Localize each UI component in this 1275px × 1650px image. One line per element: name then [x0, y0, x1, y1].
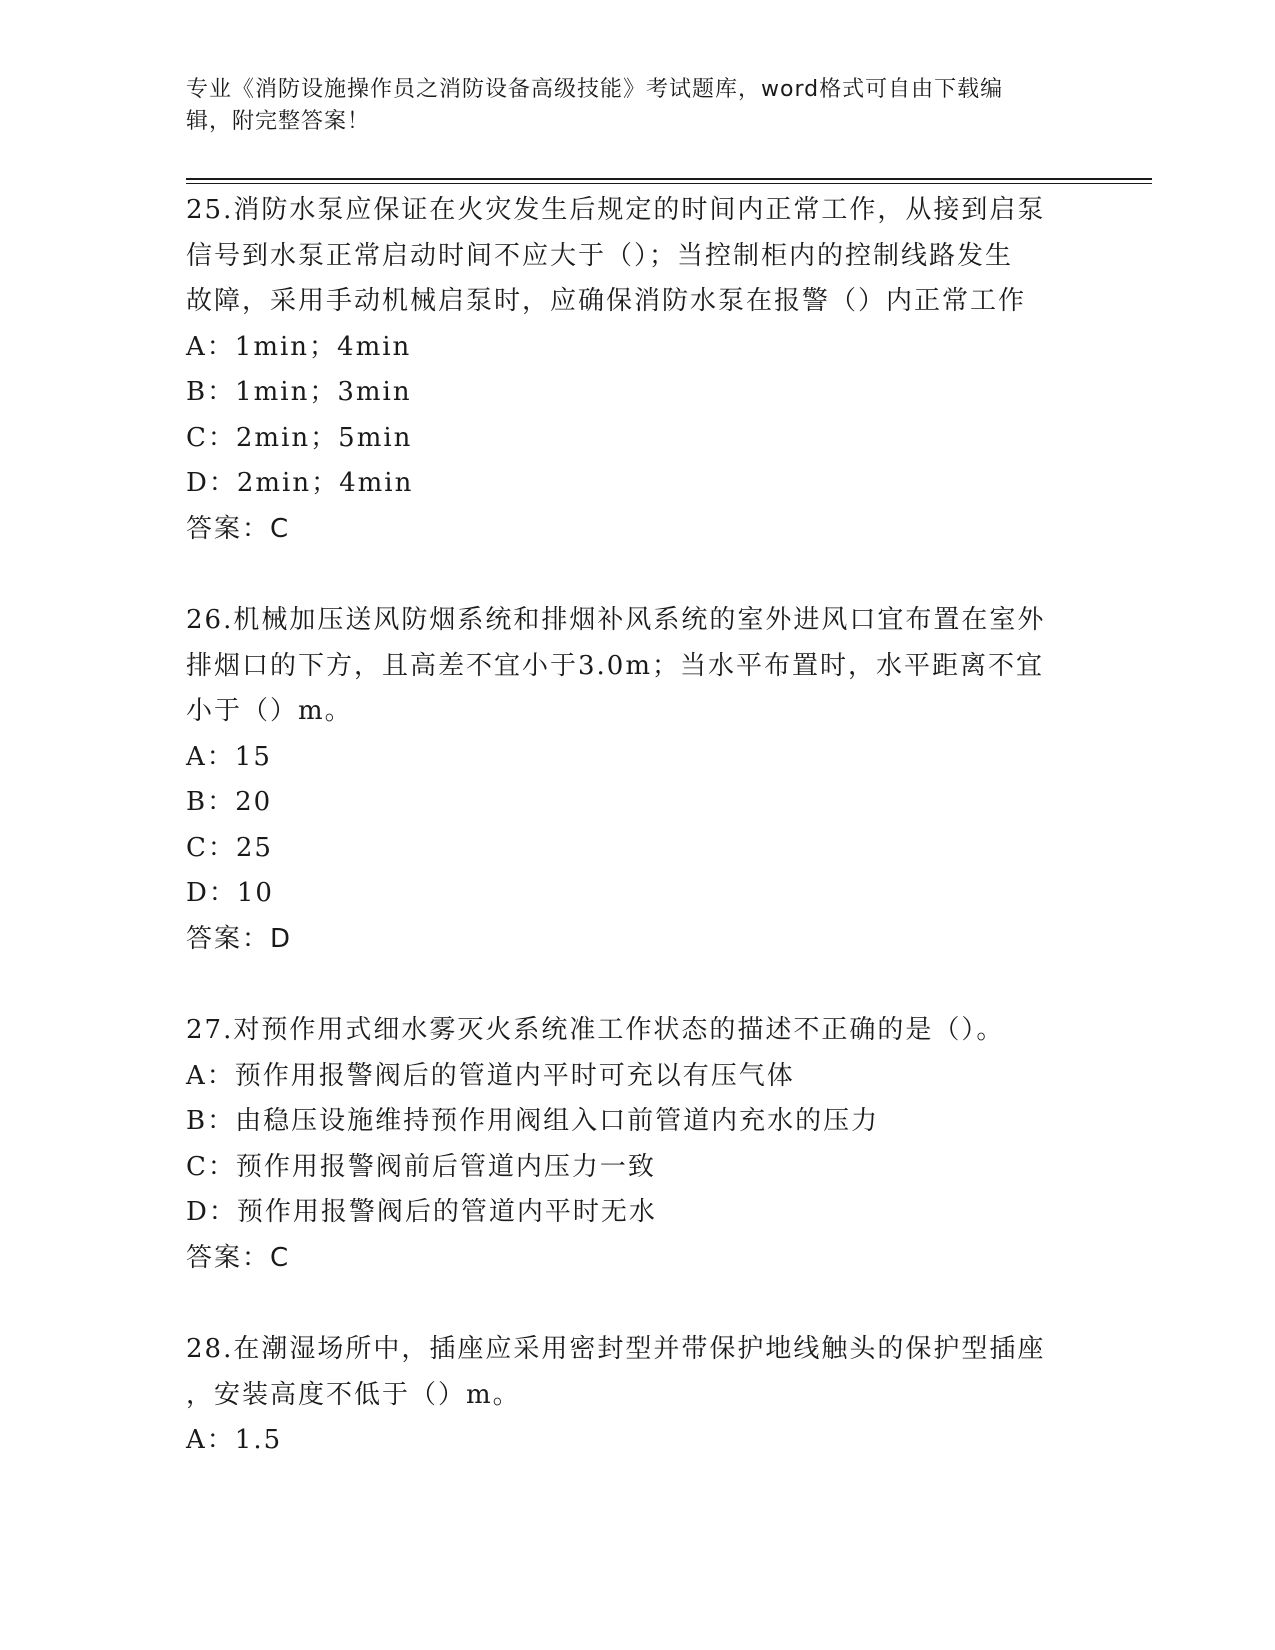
- header-divider: [186, 178, 1152, 184]
- header-line-1: 专业《消防设施操作员之消防设备高级技能》考试题库，word格式可自由下载编: [186, 77, 1004, 102]
- option-c: C：25: [186, 832, 273, 863]
- option-c: C：预作用报警阀前后管道内压力一致: [186, 1151, 656, 1182]
- answer: 答案：D: [186, 923, 293, 954]
- header-line-2: 辑，附完整答案！: [186, 109, 371, 134]
- question-28: [186, 1327, 1086, 1464]
- document-header: [186, 74, 1076, 138]
- option-a: A：15: [186, 741, 272, 772]
- question-text-line: 信号到水泵正常启动时间不应大于（）；当控制柜内的控制线路发生: [186, 240, 1014, 271]
- question-27: [186, 1008, 1086, 1281]
- option-a: A：1min；4min: [186, 331, 412, 362]
- question-text-line: 25.消防水泵应保证在火灾发生后规定的时间内正常工作，从接到启泵: [186, 195, 1046, 225]
- option-c: C：2min；5min: [186, 422, 413, 453]
- option-d: D：10: [186, 878, 274, 908]
- option-a: A：1.5: [186, 1425, 283, 1455]
- question-gap: [186, 1281, 1086, 1327]
- question-text-line: ，安装高度不低于（）m。: [186, 1379, 521, 1410]
- question-text-line: 28.在潮湿场所中，插座应采用密封型并带保护地线触头的保护型插座: [186, 1334, 1046, 1364]
- question-text-line: 故障，采用手动机械启泵时，应确保消防水泵在报警（）内正常工作: [186, 286, 1027, 316]
- question-gap: [186, 962, 1086, 1008]
- option-b: B：1min；3min: [186, 377, 412, 407]
- answer: 答案：C: [186, 1242, 291, 1273]
- question-25: [186, 188, 1086, 552]
- question-text-line: 26.机械加压送风防烟系统和排烟补风系统的室外进风口宜布置在室外: [186, 605, 1046, 635]
- option-d: D：2min；4min: [186, 468, 414, 498]
- option-d: D：预作用报警阀后的管道内平时无水: [186, 1197, 657, 1227]
- question-text-line: 小于（）m。: [186, 696, 353, 726]
- question-26: [186, 598, 1086, 962]
- question-gap: [186, 552, 1086, 598]
- question-text-line: 排烟口的下方，且高差不宜小于3.0m；当水平布置时，水平距离不宜: [186, 650, 1045, 681]
- question-text-line: 27.对预作用式细水雾灭火系统准工作状态的描述不正确的是（）。: [186, 1015, 1005, 1045]
- option-b: B：20: [186, 787, 273, 817]
- option-b: B：由稳压设施维持预作用阀组入口前管道内充水的压力: [186, 1106, 880, 1136]
- answer: 答案：C: [186, 513, 291, 544]
- question-list: [186, 188, 1086, 1464]
- option-a: A：预作用报警阀后的管道内平时可充以有压气体: [186, 1060, 795, 1091]
